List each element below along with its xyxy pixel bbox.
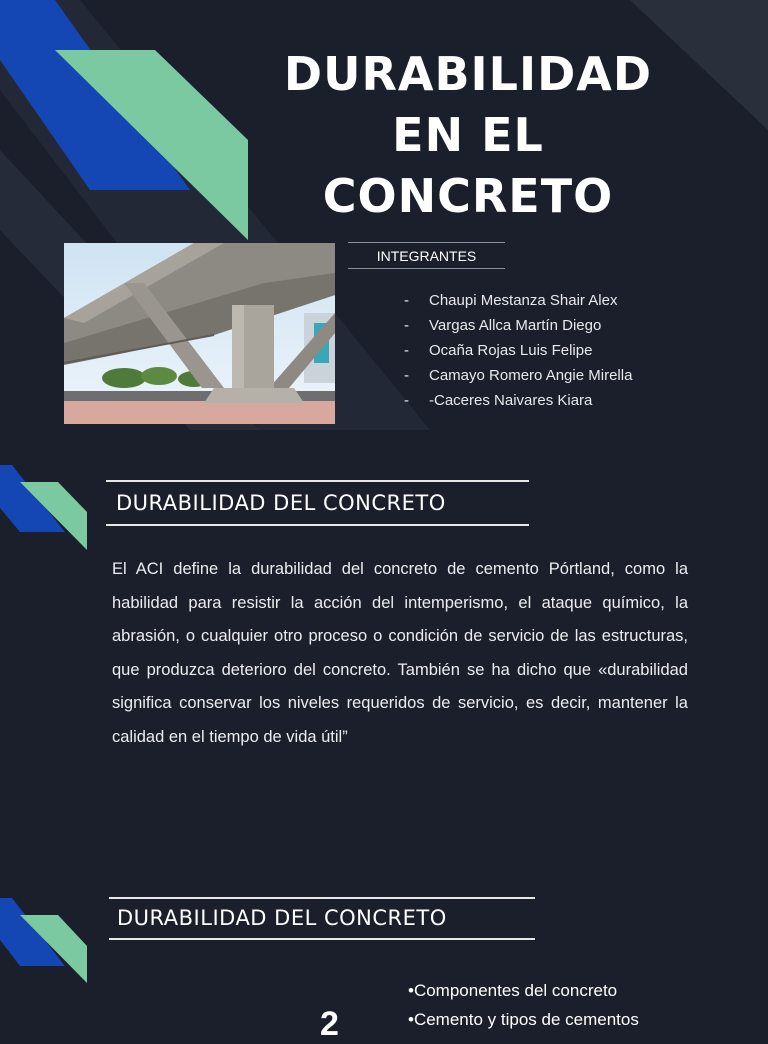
list-item: •Cemento y tipos de cementos	[408, 1010, 639, 1029]
title-line: DURABILIDAD	[283, 47, 653, 101]
member-name: -Caceres Naivares Kiara	[429, 392, 593, 409]
member-name: Camayo Romero Angie Mirella	[429, 367, 633, 384]
members-list	[404, 288, 632, 413]
member-name: Chaupi Mestanza Shair Alex	[429, 292, 618, 309]
section-body-text: El ACI define la durabilidad del concreto de cemento Pórtland, como la habilidad para resistir la acción del intemperismo, el ataque químico, la abrasión, o cualquier otro proceso o condición de servicio de las estructuras, que produzca deterioro del concreto. También se ha dicho que «durabilidad significa conservar los niveles requeridos de servicio, es decir, mantener la calidad en el tiempo de vida útil”	[112, 560, 688, 746]
list-item: - Chaupi Mestanza Shair Alex	[404, 292, 618, 309]
bridge-photo	[64, 243, 335, 424]
list-item: - -Caceres Naivares Kiara	[404, 392, 593, 409]
page-title	[268, 44, 668, 227]
list-item: - Camayo Romero Angie Mirella	[404, 367, 633, 384]
section-heading: DURABILIDAD DEL CONCRETO	[106, 480, 529, 526]
bullet-list	[408, 976, 639, 1034]
integrantes-label: INTEGRANTES	[348, 242, 505, 269]
member-name: Vargas Allca Martín Diego	[429, 317, 602, 334]
section-heading: DURABILIDAD DEL CONCRETO	[109, 897, 535, 940]
member-name: Ocaña Rojas Luis Felipe	[429, 342, 593, 359]
list-item: - Ocaña Rojas Luis Felipe	[404, 342, 593, 359]
section-number: 2	[320, 1005, 339, 1043]
title-line: CONCRETO	[322, 169, 614, 223]
list-item: •Componentes del concreto	[408, 981, 618, 1000]
title-line: EN EL	[392, 108, 544, 162]
list-item: - Vargas Allca Martín Diego	[404, 317, 602, 334]
